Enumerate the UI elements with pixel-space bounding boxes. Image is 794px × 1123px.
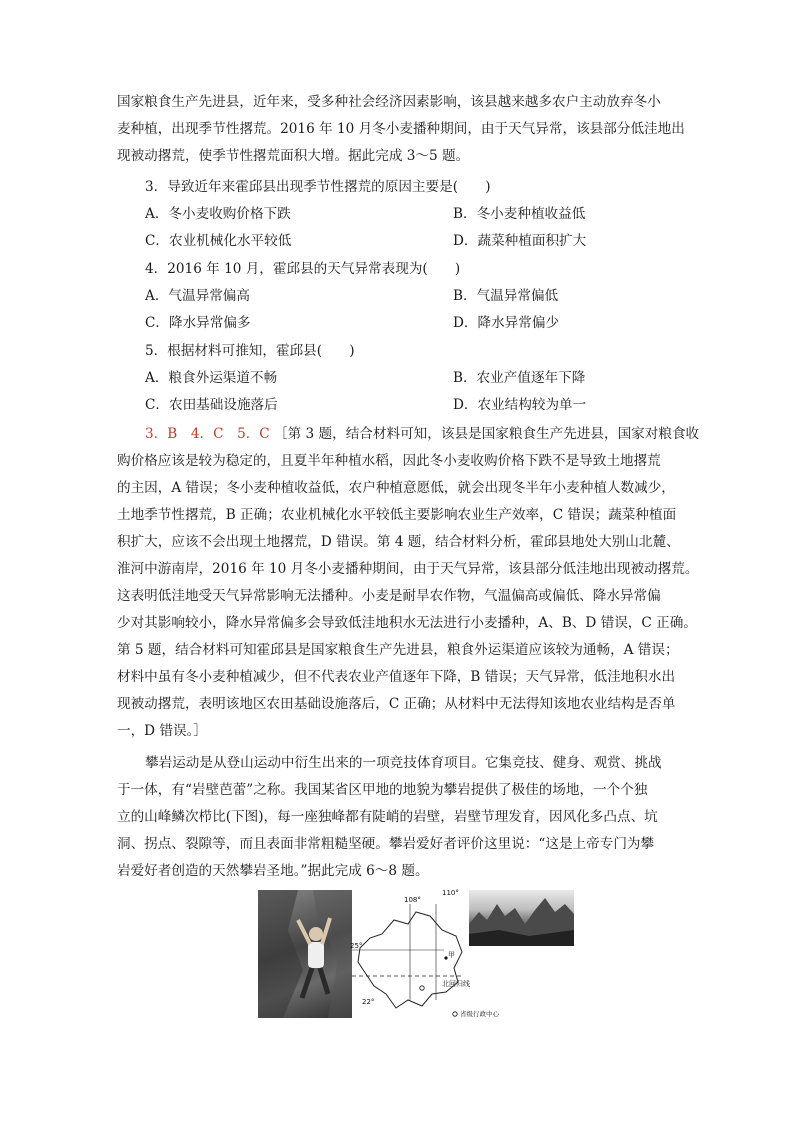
- question-5-option-c: C．农田基础设施落后: [145, 397, 278, 413]
- question-3-option-c: C．农业机械化水平较低: [145, 233, 292, 249]
- longitude-108-label: 108°: [404, 896, 421, 904]
- question-4-option-c: C．降水异常偏多: [145, 315, 251, 331]
- answer-explanation-line: 积扩大，应该不会出现土地撂荒，D 错误。第 4 题，结合材料分析，霍邱县地处大别山北麓、: [117, 534, 680, 550]
- question-4-option-d: D．降水异常偏少: [453, 315, 560, 331]
- passage-line: 于一体，有“岩壁芭蕾”之称。我国某省区甲地的地貌为攀岩提供了极佳的场地，一个个独: [117, 782, 648, 798]
- passage-line: 攀岩运动是从登山运动中衍生出来的一项竞技体育项目。它集竞技、健身、观赏、挑战: [145, 755, 662, 771]
- climbing-figure: [258, 890, 574, 1018]
- answer-first-line: [145, 421, 705, 447]
- latitude-22-label: 22°: [362, 998, 375, 1006]
- answer-explanation-line: 第 5 题，结合材料可知霍邱县是国家粮食生产先进县，粮食外运渠道应该较为通畅，A 错误；: [117, 642, 679, 658]
- question-4-stem: 4．2016 年 10 月，霍邱县的天气异常表现为( ): [145, 261, 461, 277]
- answer-explanation-line: 的主因，A 错误；冬小麦种植收益低，农户种植意愿低，就会出现冬半年小麦种植人数减少，: [117, 480, 675, 496]
- answer-explanation-line: 现被动撂荒，表明该地区农田基础设施落后，C 正确；从材料中无法得知该地农业结构是否单: [117, 696, 676, 712]
- question-3-stem: 3．导致近年来霍邱县出现季节性撂荒的原因主要是( ): [145, 179, 491, 195]
- question-5-stem: 5．根据材料可推知，霍邱县( ): [145, 343, 355, 359]
- location-map: [350, 889, 499, 1018]
- answer-explanation-line: 淮河中游南岸，2016 年 10 月冬小麦播种期间，由于天气异常，该县部分低洼地出现被动撂荒。: [117, 561, 699, 577]
- intro-line: 麦种植，出现季节性撂荒。2016 年 10 月冬小麦播种期间，由于天气异常，该县部分低洼地出: [117, 121, 685, 137]
- map-legend-label: 省级行政中心: [460, 1010, 499, 1018]
- answer-explanation-line: 购价格应该是较为稳定的，且夏半年种植水稻，因此冬小麦收购价格下跌不是导致土地撂荒: [117, 453, 661, 469]
- question-5-option-a: A．粮食外运渠道不畅: [145, 370, 278, 386]
- question-3-option-b: B．冬小麦种植收益低: [453, 206, 586, 222]
- passage-line: 洞、拐点、裂隙等，而且表面非常粗糙坚硬。攀岩爱好者评价这里说：“这是上帝专门为攀: [117, 836, 655, 852]
- question-3-option-a: A．冬小麦收购价格下跌: [145, 206, 291, 222]
- question-4-option-a: A．气温异常偏高: [145, 288, 250, 304]
- intro-line: 国家粮食生产先进县，近年来，受多种社会经济因素影响，该县越来越多农户主动放弃冬小: [117, 94, 661, 110]
- longitude-110-label: 110°: [442, 889, 459, 897]
- answer-explanation-line: 一，D 错误。］: [117, 723, 207, 739]
- answer-explanation-line: ［第 3 题，结合材料可知，该县是国家粮食生产先进县，国家对粮食收: [274, 426, 700, 442]
- answer-key: 3．B 4．C 5．C: [145, 426, 270, 442]
- answer-explanation-line: 土地季节性撂荒，B 正确；农业机械化水平较低主要影响农业生产效率，C 错误；蔬菜种植面: [117, 507, 677, 523]
- question-4-option-b: B．气温异常偏低: [453, 288, 559, 304]
- rock-climber-photo: [258, 890, 352, 1018]
- passage-line: 立的山峰鳞次栉比(下图)，每一座独峰都有陡峭的岩壁，岩壁节理发育，因风化多凸点、坑: [117, 809, 658, 825]
- question-5-option-b: B．农业产值逐年下降: [453, 370, 586, 386]
- passage-line: 岩爱好者创造的天然攀岩圣地。”据此完成 6～8 题。: [117, 863, 429, 879]
- answer-explanation-line: 少对其影响较小，降水异常偏多会导致低洼地积水无法进行小麦播种，A、B、D 错误，C 正确。: [117, 615, 697, 631]
- intro-line: 现被动撂荒，使季节性撂荒面积大增。据此完成 3～5 题。: [117, 148, 470, 164]
- answer-explanation-line: 材料中虽有冬小麦种植减少，但不代表农业产值逐年下降，B 错误；天气异常，低洼地积水出: [117, 669, 676, 685]
- question-3-option-d: D．蔬菜种植面积扩大: [453, 233, 587, 249]
- karst-peaks-photo: [469, 890, 574, 946]
- place-jia-label: 甲: [448, 951, 455, 959]
- question-5-option-d: D．农业结构较为单一: [453, 397, 587, 413]
- answer-explanation-line: 这表明低洼地受天气异常影响无法播种。小麦是耐旱农作物，气温偏高或偏低、降水异常偏: [117, 588, 661, 604]
- latitude-25-label: 25°: [350, 942, 363, 950]
- tropic-of-cancer-label: 北回归线: [442, 980, 470, 988]
